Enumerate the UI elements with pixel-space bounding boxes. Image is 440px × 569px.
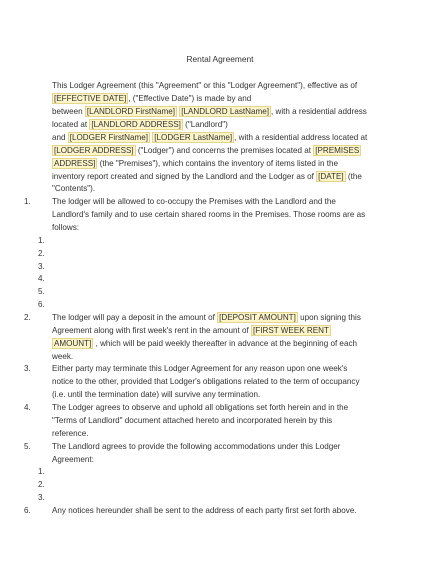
landlord-lastname-field[interactable]: [LANDLORD LastName] bbox=[181, 107, 269, 116]
intro-text: , ("Effective Date") is made by and bbox=[128, 94, 252, 103]
clause-3-line: notice to the other, provided that Lodger's obligations related to the term of occupancy bbox=[52, 377, 360, 386]
intro-text: (the "Premises"), which contains the inventory of items listed in the bbox=[97, 159, 338, 168]
lodger-lastname-field[interactable]: [LODGER LastName] bbox=[154, 133, 233, 142]
intro-line bbox=[52, 159, 338, 169]
clause-text: The lodger will pay a deposit in the amount of bbox=[52, 313, 218, 322]
lodger-address-field[interactable]: [LODGER ADDRESS] bbox=[54, 146, 134, 155]
first-week-rent-field-cont[interactable]: AMOUNT] bbox=[54, 339, 92, 348]
intro-text: located at bbox=[52, 120, 90, 129]
intro-line bbox=[52, 172, 362, 182]
document-title: Rental Agreement bbox=[186, 54, 254, 64]
first-week-rent-field[interactable]: [FIRST WEEK RENT bbox=[253, 326, 329, 335]
accommodation-list-item: 2. bbox=[38, 480, 45, 489]
clause-4-line: The Lodger agrees to observe and uphold all obligations set forth herein and in the bbox=[52, 403, 349, 412]
clause-number: 3. bbox=[24, 364, 31, 373]
room-list-item: 5. bbox=[38, 287, 45, 296]
clause-2-line bbox=[52, 326, 331, 336]
clause-number: 2. bbox=[24, 313, 31, 322]
intro-line bbox=[52, 81, 357, 91]
effective-date-field[interactable]: [EFFECTIVE DATE] bbox=[54, 94, 127, 103]
inventory-date-field[interactable]: [DATE] bbox=[318, 172, 344, 181]
clause-5-line: Agreement: bbox=[52, 455, 94, 464]
clause-2-line bbox=[52, 313, 361, 323]
clause-4-line: "Terms of Landlord" document attached hereto and incorporated herein by this bbox=[52, 416, 333, 425]
intro-line bbox=[52, 107, 367, 117]
intro-text: "Contents"). bbox=[52, 184, 96, 193]
intro-text: ("Landlord") bbox=[182, 120, 228, 129]
premises-address-field-cont[interactable]: ADDRESS] bbox=[54, 159, 96, 168]
clause-4-line: reference. bbox=[52, 429, 89, 438]
clause-text: Agreement along with first week's rent in the amount of bbox=[52, 326, 252, 335]
clause-number: 6. bbox=[24, 506, 31, 515]
room-list-item: 1. bbox=[38, 236, 45, 245]
intro-line bbox=[52, 184, 95, 194]
clause-text: , which will be paid weekly thereafter in advance at the beginning of each bbox=[93, 339, 357, 348]
landlord-address-field[interactable]: [LANDLORD ADDRESS] bbox=[91, 120, 181, 129]
clause-1-line: The lodger will be allowed to co-occupy the Premises with the Landlord and the bbox=[52, 197, 336, 206]
intro-line bbox=[52, 133, 367, 143]
clause-text: upon signing this bbox=[297, 313, 361, 322]
room-list-item: 2. bbox=[38, 249, 45, 258]
clause-2-line bbox=[52, 339, 357, 349]
intro-text: , with a residential address bbox=[270, 107, 367, 116]
intro-text: , with a residential address located at bbox=[234, 133, 368, 142]
intro-line bbox=[52, 94, 251, 104]
intro-line bbox=[52, 120, 228, 130]
room-list-item: 4. bbox=[38, 274, 45, 283]
landlord-firstname-field[interactable]: [LANDLORD FirstName] bbox=[86, 107, 176, 116]
clause-number: 1. bbox=[24, 197, 31, 206]
room-list-item: 3. bbox=[38, 262, 45, 271]
deposit-amount-field[interactable]: [DEPOSIT AMOUNT] bbox=[219, 313, 296, 322]
intro-text: between bbox=[52, 107, 85, 116]
room-list-item: 6. bbox=[38, 300, 45, 309]
clause-1-line: Landlord's family and to use certain shared rooms in the Premises. Those rooms are as bbox=[52, 210, 366, 219]
clause-3-line: Either party may terminate this Lodger Agreement for any reason upon one week's bbox=[52, 364, 348, 373]
clause-3-line: (i.e. until the termination date) will survive any termination. bbox=[52, 390, 261, 399]
accommodation-list-item: 1. bbox=[38, 467, 45, 476]
clause-number: 5. bbox=[24, 442, 31, 451]
intro-line bbox=[52, 146, 361, 156]
intro-text: (the bbox=[345, 172, 362, 181]
intro-text: and bbox=[52, 133, 68, 142]
premises-address-field[interactable]: [PREMISES bbox=[315, 146, 360, 155]
clause-number: 4. bbox=[24, 403, 31, 412]
accommodation-list-item: 3. bbox=[38, 493, 45, 502]
intro-text: inventory report created and signed by the Landlord and the Lodger as of bbox=[52, 172, 317, 181]
lodger-firstname-field[interactable]: [LODGER FirstName] bbox=[69, 133, 149, 142]
clause-1-line: follows: bbox=[52, 223, 79, 232]
intro-text: This Lodger Agreement (this "Agreement" or this "Lodger Agreement"), effective as of bbox=[52, 81, 358, 90]
clause-2-line: week. bbox=[52, 352, 74, 361]
clause-5-line: The Landlord agrees to provide the following accommodations under this Lodger bbox=[52, 442, 341, 451]
clause-6-line: Any notices hereunder shall be sent to the address of each party first set forth above. bbox=[52, 506, 357, 515]
intro-text: ("Lodger") and concerns the premises located at bbox=[135, 146, 314, 155]
